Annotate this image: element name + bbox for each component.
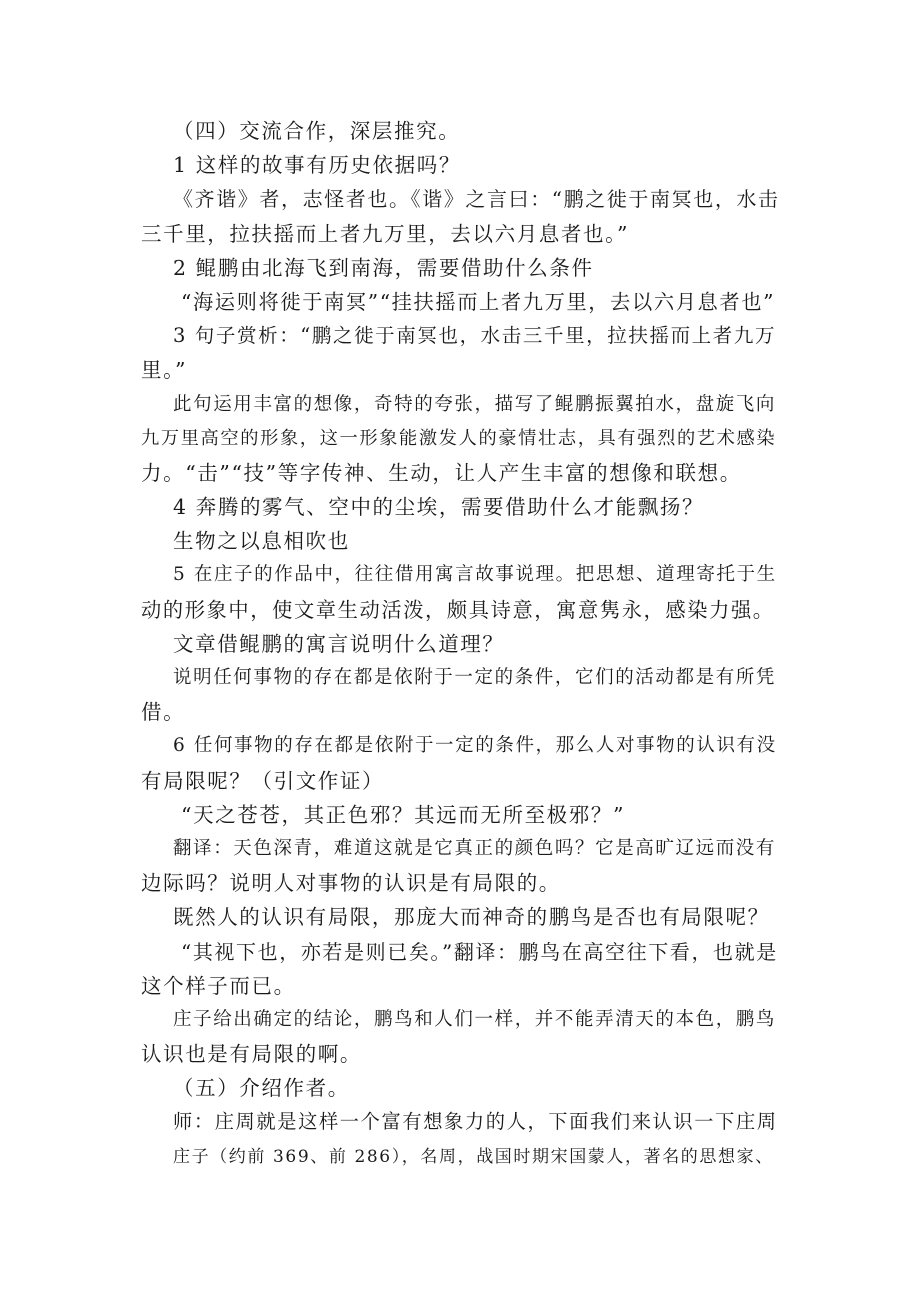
- text-line: 文章借鲲鹏的寓言说明什么道理？: [173, 631, 505, 656]
- text-line: 此句运用丰富的想像，奇特的夸张，描写了鲲鹏振翼拍水，盘旋飞向: [173, 393, 777, 415]
- text-line: 《齐谐》者，志怪者也。《谐》之言曰：“鹏之徙于南冥也，水击: [173, 187, 780, 212]
- text-line: “海运则将徙于南冥”“挂扶摇而上者九万里，去以六月息者也”: [181, 289, 776, 314]
- text-line: 5 在庄子的作品中，往往借用寓言故事说理。把思想、道理寄托于生: [173, 564, 777, 586]
- text-line: 动的形象中，使文章生动活泼，颇具诗意，寓意隽永，感染力强。: [141, 597, 775, 622]
- text-line: 3 句子赏析：“鹏之徙于南冥也，水击三千里，拉扶摇而上者九万: [173, 324, 777, 348]
- text-line: 师：庄周就是这样一个富有想象力的人，下面我们来认识一下庄周: [173, 1110, 778, 1134]
- text-line: 说明任何事物的存在都是依附于一定的条件，它们的活动都是有所凭: [173, 667, 777, 688]
- text-line: 九万里高空的形象，这一形象能激发人的豪情壮志，具有强烈的艺术感染: [141, 427, 777, 449]
- document-body: [141, 114, 781, 1174]
- text-line: 里。”: [141, 358, 188, 383]
- text-line: 三千里，拉扶摇而上者九万里，去以六月息者也。”: [141, 221, 630, 246]
- text-line: 庄子给出确定的结论，鹏鸟和人们一样，并不能弄清天的本色，鹏鸟: [173, 1008, 777, 1030]
- text-line: （四）交流合作，深层推究。: [173, 119, 461, 143]
- text-line: 1 这样的故事有历史依据吗？: [173, 153, 461, 178]
- text-line: 生物之以息相吹也: [173, 529, 350, 554]
- text-line: 有局限呢？（引文作证）: [141, 768, 385, 793]
- text-line: “其视下也，亦若是则已矣。”翻译：鹏鸟在高空往下看，也就是: [181, 939, 778, 964]
- text-line: 2 鲲鹏由北海飞到南海，需要借助什么条件: [173, 255, 594, 280]
- text-line: “天之苍苍，其正色邪？其远而无所至极邪？”: [181, 802, 626, 827]
- text-line: （五）介绍作者。: [173, 1076, 350, 1101]
- text-line: 6 任何事物的存在都是依附于一定的条件，那么人对事物的认识有没: [173, 735, 777, 757]
- text-line: 借。: [141, 700, 186, 725]
- text-line: 力。“击”“技”等字传神、生动，让人产生丰富的想像和联想。: [141, 460, 742, 485]
- text-line: 认识也是有局限的啊。: [141, 1042, 362, 1067]
- text-line: 庄子（约前 369、前 286），名周，战国时期宋国蒙人，著名的思想家、: [173, 1146, 774, 1167]
- text-line: 4 奔腾的雾气、空中的尘埃，需要借助什么才能飘扬？: [173, 495, 705, 520]
- text-line: 翻译：天色深青，难道这就是它真正的颜色吗？它是高旷辽远而没有: [173, 837, 777, 859]
- text-line: 这个样子而已。: [141, 973, 296, 998]
- text-line: 既然人的认识有局限，那庞大而神奇的鹏鸟是否也有局限呢？: [173, 905, 770, 930]
- text-line: 边际吗？说明人对事物的认识是有局限的。: [141, 871, 561, 896]
